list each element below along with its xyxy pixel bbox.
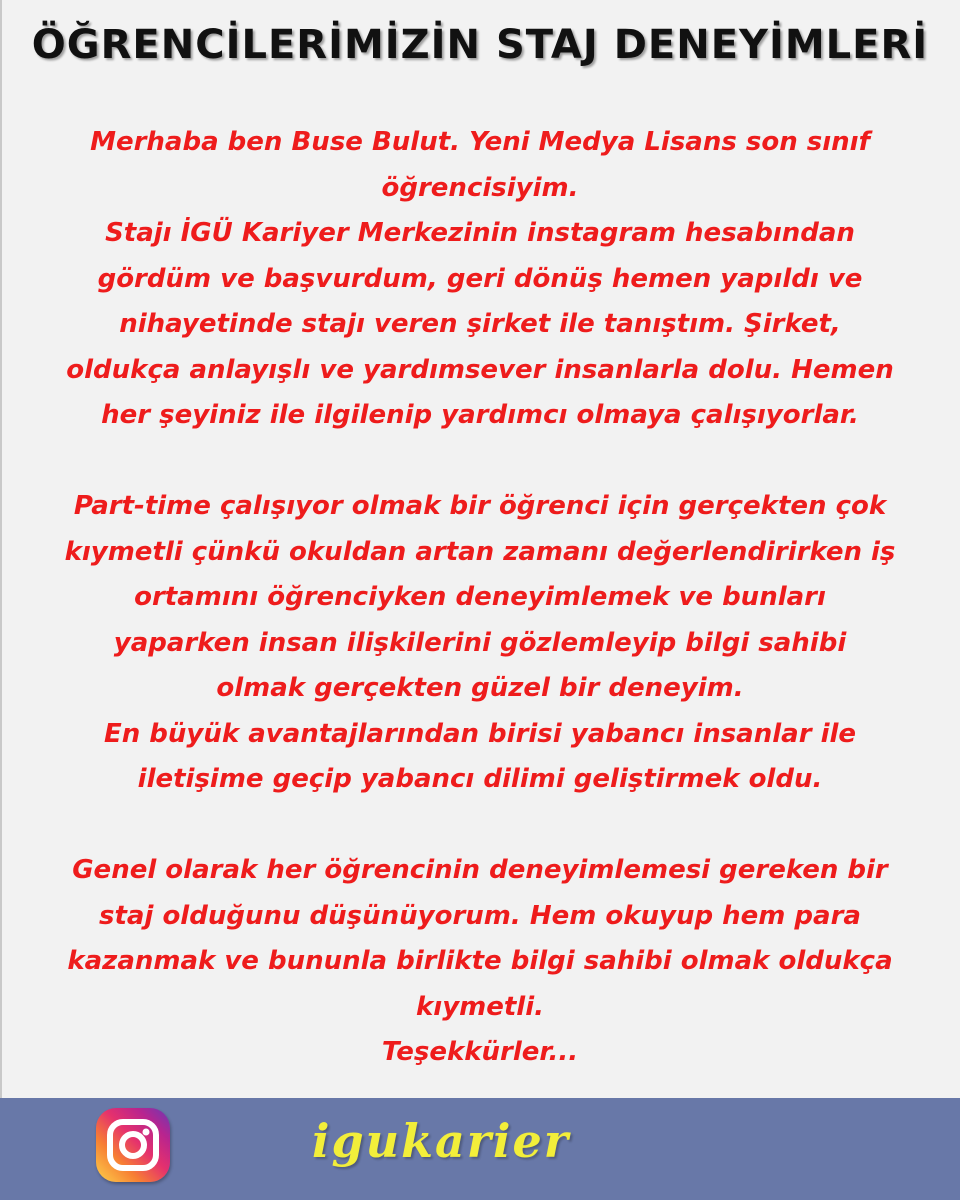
paragraph-spacer — [12, 803, 948, 849]
text-line: yaparken insan ilişkilerini gözlemleyip bilgi sahibi — [113, 627, 847, 658]
instagram-handle[interactable]: igukarier — [312, 1114, 570, 1168]
text-line: iletişime geçip yabancı dilimi geliştirmek oldu. — [137, 764, 823, 794]
text-line: staj olduğunu düşünüyorum. Hem okuyup hem para — [99, 900, 861, 931]
text-line: ortamını öğrenciyken deneyimlemek ve bunları — [134, 582, 826, 612]
text-line: kazanmak ve bununla birlikte bilgi sahibi olmak oldukça — [67, 946, 893, 976]
text-line: kıymetli. — [415, 991, 544, 1022]
footer-bar — [0, 1098, 960, 1200]
text-line: Teşekkürler... — [381, 1037, 579, 1067]
testimonial-text — [12, 120, 948, 1076]
text-line: olmak gerçekten güzel bir deneyim. — [216, 673, 744, 703]
text-line: Merhaba ben Buse Bulut. Yeni Medya Lisans son sınıf — [90, 127, 870, 157]
paragraph-spacer — [12, 439, 948, 485]
instagram-icon[interactable] — [96, 1108, 170, 1182]
text-line: Stajı İGÜ Kariyer Merkezinin instagram hesabından — [105, 218, 855, 248]
text-line: nihayetinde stajı veren şirket ile tanıştım. Şirket, — [119, 309, 841, 339]
text-line: Part-time çalışıyor olmak bir öğrenci için gerçekten çok — [73, 491, 887, 521]
text-line: En büyük avantajlarından birisi yabancı insanlar ile — [103, 718, 857, 749]
page-left-border — [0, 0, 2, 1098]
text-line: öğrencisiyim. — [381, 172, 579, 203]
text-line: kıymetli çünkü okuldan artan zamanı değerlendirirken iş — [64, 536, 896, 567]
text-line: Genel olarak her öğrencinin deneyimlemesi gereken bir — [72, 855, 888, 885]
text-line: her şeyiniz ile ilgilenip yardımcı olmaya çalışıyorlar. — [101, 400, 859, 430]
text-line: gördüm ve başvurdum, geri dönüş hemen yapıldı ve — [97, 263, 863, 294]
text-line: oldukça anlayışlı ve yardımsever insanlarla dolu. Hemen — [66, 354, 894, 385]
page-title: ÖĞRENCİLERİMİZİN STAJ DENEYİMLERİ — [31, 22, 929, 68]
